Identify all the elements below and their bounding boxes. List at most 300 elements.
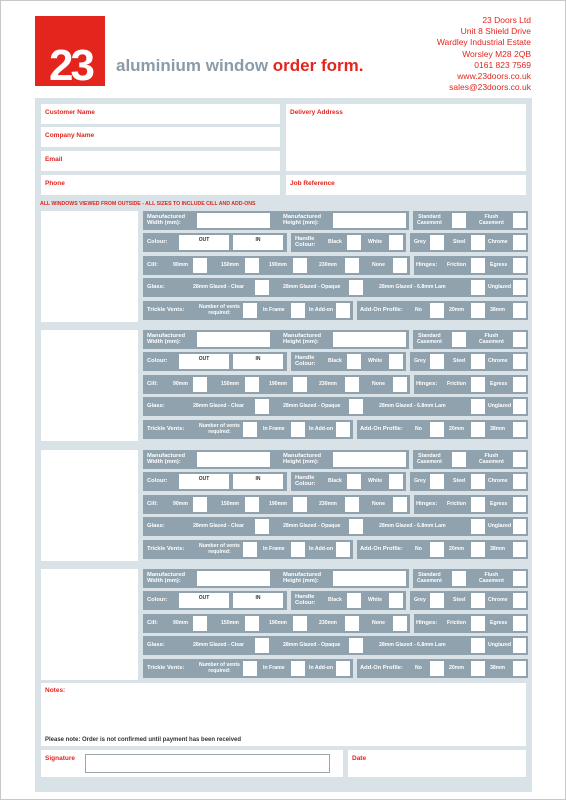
glazed-opaque-label: 28mm Glazed - Opaque: [283, 284, 341, 290]
grey-label: Grey: [414, 597, 426, 603]
chrome-label: Chrome: [488, 597, 508, 603]
glazed-lam-checkbox[interactable]: [471, 638, 485, 653]
divider: [410, 495, 414, 514]
glass-row: [143, 517, 528, 536]
handle-colour-label: Handle Colour:: [295, 236, 316, 248]
signature-label: Signature: [45, 755, 75, 762]
cill-90-checkbox[interactable]: [193, 616, 207, 631]
flush-casement-checkbox[interactable]: [513, 332, 526, 347]
in-frame-checkbox[interactable]: [291, 542, 305, 557]
company-logo: 23: [35, 16, 105, 86]
cill-label: Cill:: [147, 620, 158, 626]
trickle-vents-label: Trickle Vents:: [147, 665, 185, 671]
glazed-lam-label: 28mm Glazed - 6.8mm Lam: [379, 284, 446, 290]
addon-20-label: 20mm: [449, 426, 464, 432]
unglazed-checkbox[interactable]: [513, 399, 526, 414]
colour-in-input[interactable]: IN: [233, 593, 283, 608]
cill-190-checkbox[interactable]: [293, 616, 307, 631]
in-addon-label: In Add-on: [309, 426, 334, 432]
black-checkbox[interactable]: [347, 474, 361, 489]
white-label: White: [368, 358, 383, 364]
white-checkbox[interactable]: [389, 235, 403, 250]
black-label: Black: [328, 239, 342, 245]
cill-label: Cill:: [147, 381, 158, 387]
steel-label: Steel: [453, 478, 466, 484]
standard-casement-label: Standard Casement: [417, 572, 442, 584]
email-address: sales@23doors.co.uk: [449, 82, 531, 93]
cill-230-label: 230mm: [319, 262, 337, 268]
cill-none-label: None: [372, 501, 385, 507]
addon-no-label: No: [415, 546, 422, 552]
glazed-opaque-checkbox[interactable]: [349, 638, 363, 653]
addon-20-checkbox[interactable]: [471, 303, 485, 318]
divider: [353, 540, 357, 559]
steel-checkbox[interactable]: [471, 474, 485, 489]
in-frame-checkbox[interactable]: [291, 422, 305, 437]
phone-number: 0161 823 7569: [474, 59, 531, 70]
egress-label: Egress: [490, 381, 508, 387]
colour-label: Colour:: [147, 478, 168, 484]
cill-190-label: 190mm: [269, 262, 287, 268]
flush-casement-checkbox[interactable]: [513, 213, 526, 228]
colour-label: Colour:: [147, 239, 168, 245]
addon-profile-label: Add-On Profile:: [360, 546, 403, 552]
in-frame-checkbox[interactable]: [291, 661, 305, 676]
num-vents-input[interactable]: [243, 661, 257, 676]
num-vents-label: Number of vents required:: [199, 304, 240, 316]
hinges-label: Hinges:: [416, 620, 438, 626]
friction-checkbox[interactable]: [471, 258, 485, 273]
chrome-checkbox[interactable]: [513, 235, 526, 250]
divider: [409, 450, 413, 469]
glazed-opaque-checkbox[interactable]: [349, 399, 363, 414]
window-block: [35, 330, 532, 448]
date-field[interactable]: [348, 750, 526, 777]
divider: [406, 591, 410, 610]
chrome-checkbox[interactable]: [513, 474, 526, 489]
size-row: [143, 211, 528, 230]
divider: [353, 301, 357, 320]
addon-38-checkbox[interactable]: [513, 661, 526, 676]
black-label: Black: [328, 478, 342, 484]
width-label: Manufactured Width (mm):: [147, 572, 186, 584]
notes-label: Notes:: [45, 687, 66, 694]
phone-field[interactable]: [41, 175, 280, 195]
glazed-clear-checkbox[interactable]: [255, 638, 269, 653]
date-label: Date: [352, 755, 367, 762]
divider: [410, 375, 414, 394]
glass-label: Glass:: [147, 523, 165, 529]
flush-casement-checkbox[interactable]: [513, 452, 526, 467]
divider: [353, 659, 357, 678]
colour-row: [143, 352, 528, 371]
addon-no-checkbox[interactable]: [430, 661, 444, 676]
addon-no-checkbox[interactable]: [430, 422, 444, 437]
trickle-vents-label: Trickle Vents:: [147, 307, 185, 313]
divider: [287, 233, 291, 252]
email-field[interactable]: [41, 151, 280, 171]
standard-casement-checkbox[interactable]: [452, 571, 466, 586]
cill-row: [143, 495, 528, 514]
divider: [410, 256, 414, 275]
steel-label: Steel: [453, 597, 466, 603]
flush-casement-checkbox[interactable]: [513, 571, 526, 586]
glazed-lam-checkbox[interactable]: [471, 519, 485, 534]
cill-none-label: None: [372, 262, 385, 268]
addon-38-label: 38mm: [490, 426, 505, 432]
chrome-checkbox[interactable]: [513, 593, 526, 608]
addon-38-label: 38mm: [490, 546, 505, 552]
glazed-clear-checkbox[interactable]: [255, 280, 269, 295]
trickle-vents-row: [143, 301, 528, 320]
unglazed-label: Unglazed: [488, 284, 512, 290]
cill-none-checkbox[interactable]: [393, 497, 407, 512]
colour-label: Colour:: [147, 597, 168, 603]
divider: [409, 569, 413, 588]
grey-checkbox[interactable]: [430, 235, 444, 250]
white-label: White: [368, 478, 383, 484]
addon-20-label: 20mm: [449, 546, 464, 552]
flush-casement-label: Flush Casement: [479, 572, 504, 584]
handle-colour-label: Handle Colour:: [295, 475, 316, 487]
white-checkbox[interactable]: [389, 354, 403, 369]
standard-casement-label: Standard Casement: [417, 453, 442, 465]
glazed-lam-checkbox[interactable]: [471, 280, 485, 295]
egress-checkbox[interactable]: [513, 497, 526, 512]
colour-out-input[interactable]: OUT: [179, 593, 229, 608]
friction-checkbox[interactable]: [471, 497, 485, 512]
divider: [406, 352, 410, 371]
black-label: Black: [328, 358, 342, 364]
glazed-clear-checkbox[interactable]: [255, 399, 269, 414]
divider: [287, 591, 291, 610]
height-input[interactable]: [333, 332, 406, 347]
in-addon-checkbox[interactable]: [336, 661, 350, 676]
grey-checkbox[interactable]: [430, 474, 444, 489]
glazed-opaque-label: 28mm Glazed - Opaque: [283, 642, 341, 648]
glazed-lam-label: 28mm Glazed - 6.8mm Lam: [379, 403, 446, 409]
hinges-label: Hinges:: [416, 501, 438, 507]
divider: [287, 472, 291, 491]
steel-checkbox[interactable]: [471, 354, 485, 369]
divider: [406, 233, 410, 252]
black-checkbox[interactable]: [347, 354, 361, 369]
cill-230-checkbox[interactable]: [345, 377, 359, 392]
standard-casement-checkbox[interactable]: [452, 452, 466, 467]
glazed-opaque-label: 28mm Glazed - Opaque: [283, 403, 341, 409]
colour-row: [143, 591, 528, 610]
height-label: Manufactured Height (mm):: [283, 333, 322, 345]
unglazed-label: Unglazed: [488, 642, 512, 648]
grey-checkbox[interactable]: [430, 354, 444, 369]
addon-38-label: 38mm: [490, 307, 505, 313]
height-label: Manufactured Height (mm):: [283, 214, 322, 226]
addon-20-label: 20mm: [449, 307, 464, 313]
cill-90-checkbox[interactable]: [193, 377, 207, 392]
height-input[interactable]: [333, 571, 406, 586]
cill-150-checkbox[interactable]: [245, 377, 259, 392]
addon-profile-label: Add-On Profile:: [360, 665, 403, 671]
cill-row: [143, 375, 528, 394]
in-frame-label: In Frame: [263, 426, 285, 432]
colour-out-input[interactable]: OUT: [179, 474, 229, 489]
cill-190-checkbox[interactable]: [293, 497, 307, 512]
colour-out-input[interactable]: OUT: [179, 235, 229, 250]
phone-label: Phone: [45, 180, 65, 187]
friction-checkbox[interactable]: [471, 377, 485, 392]
in-frame-label: In Frame: [263, 665, 285, 671]
black-checkbox[interactable]: [347, 235, 361, 250]
glazed-lam-label: 28mm Glazed - 6.8mm Lam: [379, 523, 446, 529]
width-input[interactable]: [197, 452, 270, 467]
window-sketch-area[interactable]: [41, 330, 138, 441]
window-block: [35, 211, 532, 329]
size-row: [143, 450, 528, 469]
friction-label: Friction: [447, 620, 467, 626]
cill-230-label: 230mm: [319, 381, 337, 387]
colour-row: [143, 472, 528, 491]
divider: [409, 211, 413, 230]
addon-20-checkbox[interactable]: [471, 661, 485, 676]
trickle-vents-row: [143, 659, 528, 678]
glass-label: Glass:: [147, 284, 165, 290]
colour-row: [143, 233, 528, 252]
steel-label: Steel: [453, 358, 466, 364]
cill-150-label: 150mm: [221, 620, 239, 626]
in-frame-label: In Frame: [263, 546, 285, 552]
addon-no-label: No: [415, 307, 422, 313]
cill-230-label: 230mm: [319, 501, 337, 507]
steel-label: Steel: [453, 239, 466, 245]
addon-no-checkbox[interactable]: [430, 542, 444, 557]
glazed-opaque-checkbox[interactable]: [349, 519, 363, 534]
cill-190-checkbox[interactable]: [293, 377, 307, 392]
num-vents-input[interactable]: [243, 422, 257, 437]
cill-none-checkbox[interactable]: [393, 258, 407, 273]
address-line: Worsley M28 2QB: [462, 48, 531, 59]
addon-profile-label: Add-On Profile:: [360, 307, 403, 313]
width-input[interactable]: [197, 571, 270, 586]
window-sketch-area[interactable]: [41, 211, 138, 322]
addon-profile-label: Add-On Profile:: [360, 426, 403, 432]
cill-none-checkbox[interactable]: [393, 616, 407, 631]
black-checkbox[interactable]: [347, 593, 361, 608]
unglazed-checkbox[interactable]: [513, 519, 526, 534]
cill-230-checkbox[interactable]: [345, 497, 359, 512]
steel-checkbox[interactable]: [471, 593, 485, 608]
cill-90-label: 90mm: [173, 381, 188, 387]
company-name: 23 Doors Ltd: [482, 15, 531, 25]
grey-checkbox[interactable]: [430, 593, 444, 608]
delivery-address-label: Delivery Address: [290, 109, 343, 116]
window-block: [35, 569, 532, 687]
colour-in-input[interactable]: IN: [233, 354, 283, 369]
cill-none-label: None: [372, 620, 385, 626]
trickle-vents-row: [143, 540, 528, 559]
grey-label: Grey: [414, 478, 426, 484]
egress-checkbox[interactable]: [513, 616, 526, 631]
width-label: Manufactured Width (mm):: [147, 214, 186, 226]
addon-20-checkbox[interactable]: [471, 542, 485, 557]
height-input[interactable]: [333, 213, 406, 228]
hinges-label: Hinges:: [416, 381, 438, 387]
white-label: White: [368, 239, 383, 245]
cill-150-label: 150mm: [221, 501, 239, 507]
white-label: White: [368, 597, 383, 603]
divider: [410, 614, 414, 633]
form-title: aluminium window order form.: [116, 56, 364, 75]
glazed-lam-label: 28mm Glazed - 6.8mm Lam: [379, 642, 446, 648]
glazed-clear-checkbox[interactable]: [255, 519, 269, 534]
steel-checkbox[interactable]: [471, 235, 485, 250]
cill-row: [143, 256, 528, 275]
unglazed-label: Unglazed: [488, 523, 512, 529]
cill-150-checkbox[interactable]: [245, 616, 259, 631]
addon-38-checkbox[interactable]: [513, 303, 526, 318]
egress-checkbox[interactable]: [513, 258, 526, 273]
white-checkbox[interactable]: [389, 474, 403, 489]
divider: [287, 352, 291, 371]
width-label: Manufactured Width (mm):: [147, 453, 186, 465]
cill-230-checkbox[interactable]: [345, 258, 359, 273]
glazed-opaque-checkbox[interactable]: [349, 280, 363, 295]
chrome-label: Chrome: [488, 239, 508, 245]
handle-colour-label: Handle Colour:: [295, 355, 316, 367]
divider: [353, 420, 357, 439]
chrome-checkbox[interactable]: [513, 354, 526, 369]
in-addon-label: In Add-on: [309, 546, 334, 552]
num-vents-label: Number of vents required:: [199, 423, 240, 435]
handle-colour-label: Handle Colour:: [295, 594, 316, 606]
addon-no-checkbox[interactable]: [430, 303, 444, 318]
cill-150-checkbox[interactable]: [245, 497, 259, 512]
cill-90-checkbox[interactable]: [193, 497, 207, 512]
trickle-vents-label: Trickle Vents:: [147, 546, 185, 552]
addon-no-label: No: [415, 665, 422, 671]
egress-label: Egress: [490, 620, 508, 626]
width-input[interactable]: [197, 213, 270, 228]
glass-label: Glass:: [147, 642, 165, 648]
num-vents-input[interactable]: [243, 303, 257, 318]
in-addon-label: In Add-on: [309, 307, 334, 313]
window-sketch-area[interactable]: [41, 569, 138, 680]
window-sketch-area[interactable]: [41, 450, 138, 561]
num-vents-input[interactable]: [243, 542, 257, 557]
addon-20-label: 20mm: [449, 665, 464, 671]
cill-none-checkbox[interactable]: [393, 377, 407, 392]
egress-label: Egress: [490, 501, 508, 507]
standard-casement-checkbox[interactable]: [452, 332, 466, 347]
cill-label: Cill:: [147, 501, 158, 507]
addon-no-label: No: [415, 426, 422, 432]
colour-out-input[interactable]: OUT: [179, 354, 229, 369]
addon-38-checkbox[interactable]: [513, 422, 526, 437]
address-line: Unit 8 Shield Drive: [460, 26, 531, 37]
glazed-clear-label: 28mm Glazed - Clear: [193, 523, 245, 529]
in-addon-label: In Add-on: [309, 665, 334, 671]
glass-row: [143, 278, 528, 297]
colour-in-input[interactable]: IN: [233, 235, 283, 250]
divider: [409, 330, 413, 349]
friction-label: Friction: [447, 381, 467, 387]
width-input[interactable]: [197, 332, 270, 347]
num-vents-label: Number of vents required:: [199, 662, 240, 674]
cill-150-checkbox[interactable]: [245, 258, 259, 273]
payment-note: Please note: Order is not confirmed until payment has been received: [45, 737, 242, 743]
flush-casement-label: Flush Casement: [479, 214, 504, 226]
cill-190-label: 190mm: [269, 501, 287, 507]
cill-230-label: 230mm: [319, 620, 337, 626]
email-label: Email: [45, 156, 63, 163]
trickle-vents-row: [143, 420, 528, 439]
in-frame-checkbox[interactable]: [291, 303, 305, 318]
signature-field[interactable]: [85, 754, 330, 773]
in-addon-checkbox[interactable]: [336, 303, 350, 318]
cill-190-label: 190mm: [269, 620, 287, 626]
trickle-vents-label: Trickle Vents:: [147, 426, 185, 432]
flush-casement-label: Flush Casement: [479, 453, 504, 465]
num-vents-label: Number of vents required:: [199, 543, 240, 555]
cill-150-label: 150mm: [221, 381, 239, 387]
address-line: Wardley Industrial Estate: [436, 37, 531, 48]
instruction-text: ALL WINDOWS VIEWED FROM OUTSIDE - ALL SIZES TO INCLUDE CILL AND ADD-ONS: [40, 201, 256, 207]
in-addon-checkbox[interactable]: [336, 422, 350, 437]
size-row: [143, 330, 528, 349]
glazed-opaque-label: 28mm Glazed - Opaque: [283, 523, 341, 529]
job-reference-label: Job Reference: [290, 180, 335, 187]
glazed-clear-label: 28mm Glazed - Clear: [193, 403, 245, 409]
customer-name-label: Customer Name: [45, 109, 95, 116]
height-label: Manufactured Height (mm):: [283, 453, 322, 465]
standard-casement-label: Standard Casement: [417, 333, 442, 345]
unglazed-checkbox[interactable]: [513, 638, 526, 653]
glass-row: [143, 636, 528, 655]
hinges-label: Hinges:: [416, 262, 438, 268]
addon-38-label: 38mm: [490, 665, 505, 671]
divider: [406, 472, 410, 491]
company-name-label: Company Name: [45, 132, 95, 139]
glazed-clear-label: 28mm Glazed - Clear: [193, 642, 245, 648]
egress-label: Egress: [490, 262, 508, 268]
standard-casement-label: Standard Casement: [417, 214, 442, 226]
cill-230-checkbox[interactable]: [345, 616, 359, 631]
cill-190-label: 190mm: [269, 381, 287, 387]
grey-label: Grey: [414, 239, 426, 245]
unglazed-checkbox[interactable]: [513, 280, 526, 295]
colour-in-input[interactable]: IN: [233, 474, 283, 489]
height-label: Manufactured Height (mm):: [283, 572, 322, 584]
egress-checkbox[interactable]: [513, 377, 526, 392]
cill-row: [143, 614, 528, 633]
white-checkbox[interactable]: [389, 593, 403, 608]
addon-20-checkbox[interactable]: [471, 422, 485, 437]
glass-row: [143, 397, 528, 416]
friction-checkbox[interactable]: [471, 616, 485, 631]
addon-38-checkbox[interactable]: [513, 542, 526, 557]
glazed-lam-checkbox[interactable]: [471, 399, 485, 414]
cill-90-checkbox[interactable]: [193, 258, 207, 273]
flush-casement-label: Flush Casement: [479, 333, 504, 345]
glazed-clear-label: 28mm Glazed - Clear: [193, 284, 245, 290]
height-input[interactable]: [333, 452, 406, 467]
unglazed-label: Unglazed: [488, 403, 512, 409]
cill-190-checkbox[interactable]: [293, 258, 307, 273]
black-label: Black: [328, 597, 342, 603]
in-addon-checkbox[interactable]: [336, 542, 350, 557]
chrome-label: Chrome: [488, 478, 508, 484]
standard-casement-checkbox[interactable]: [452, 213, 466, 228]
window-block: [35, 450, 532, 568]
